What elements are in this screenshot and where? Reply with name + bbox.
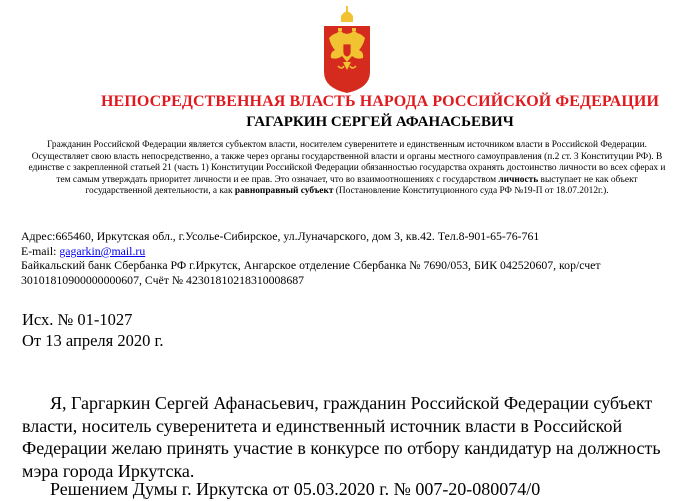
reference-number: Исх. № 01-1027: [22, 310, 133, 329]
letter-body: [22, 392, 672, 482]
body-cut-line: Решением Думы г. Иркутска от 05.03.2020 г. № 007-20-080074/0: [50, 479, 541, 499]
contact-details: [21, 229, 681, 288]
bank-line: Байкальский банк Сбербанка РФ г.Иркутск, Ангарское отделение Сбербанка № 7690/053, БИК 042520607, кор/счет: [21, 258, 601, 273]
coat-of-arms-icon: [322, 4, 372, 94]
body-paragraph: Я, Гаргаркин Сергей Афанасьевич, гражданин Российской Федерации субъект власти, носитель суверенитета и единственный источник власти в Российской Федерации желаю принять участие в конкурсе по отбору кандидатур на должность мэра города Иркутска.: [22, 393, 661, 481]
header-title: НЕПОСРЕДСТВЕННАЯ ВЛАСТЬ НАРОДА РОССИЙСКОЙ ФЕДЕРАЦИИ: [101, 93, 659, 110]
outgoing-reference: [22, 309, 164, 351]
email-line: E-mail: gagarkin@mail.ru: [21, 243, 146, 258]
address-line: Адрес:665460, Иркутская обл., г.Усолье-Сибирское, ул.Луначарского, дом 3, кв.42. Тел.8-901-65-76-761: [21, 229, 540, 243]
reference-date: От 13 апреля 2020 г.: [22, 331, 164, 350]
header-name: ГАГАРКИН СЕРГЕЙ АФАНАСЬЕВИЧ: [246, 114, 514, 130]
email-link[interactable]: gagarkin@mail.ru: [59, 243, 146, 258]
constitutional-preamble: Гражданин Российской Федерации является субъектом власти, носителем суверенитете и единственным источником власти в Российской Федерации. Осуществляет свою власть непосредственно, а также через органы государственной власти и органы местного самоуправления (п.2 ст. 3 Конституции РФ). В единстве с закрепленной статьей 21 (часть 1) Конституции Российской Федерации обязанностью государства охранять достоинство личности во всех сферах и тем самым утверждать приоритет личности и ее прав. Это означает, что во взаимоотношениях с государством личность выступает не как объект государственной деятельности, а как равноправный субъект (Постановление Конституционного суда РФ №19-П от 18.07.2012г.).: [28, 140, 666, 197]
accounts-line: 30101810900000000607, Счёт № 42301810218310008687: [21, 273, 305, 288]
